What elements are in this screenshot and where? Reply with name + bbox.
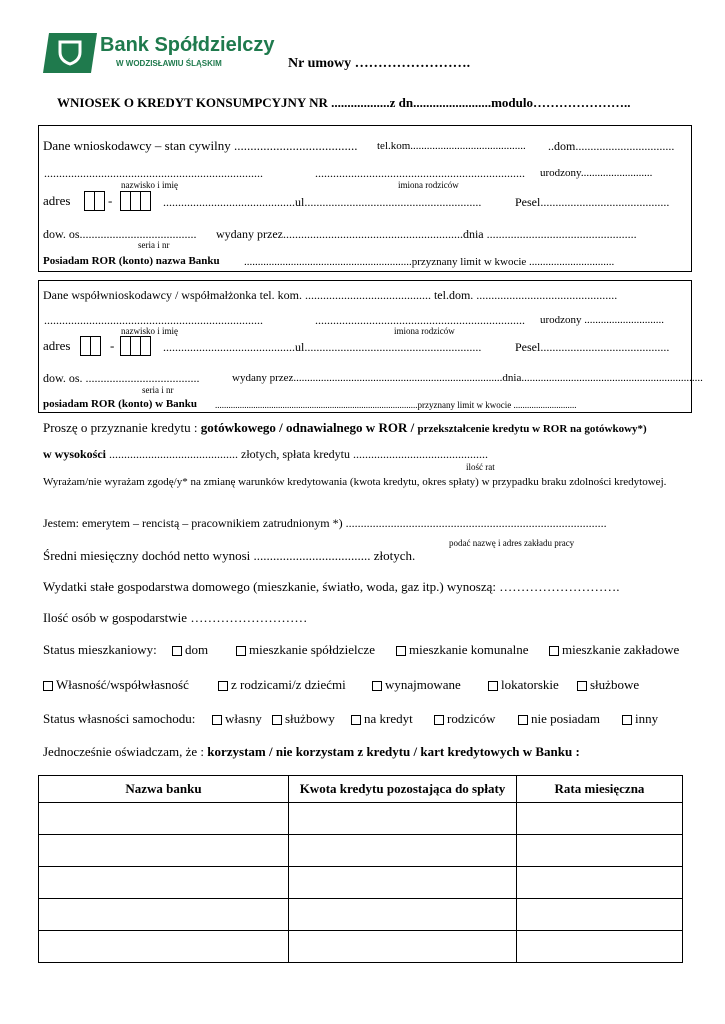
table-row: [39, 867, 683, 899]
car-option-parents[interactable]: rodziców: [434, 711, 495, 727]
applicant-parents-hint: imiona rodziców: [398, 180, 459, 190]
checkbox-icon[interactable]: [434, 715, 444, 725]
car-option-none[interactable]: nie posiadam: [518, 711, 600, 727]
applicant-mobile-phone[interactable]: tel.kom..........................................: [377, 140, 526, 152]
checkbox-icon[interactable]: [236, 646, 246, 656]
applicant-seria-hint: seria i nr: [138, 240, 170, 250]
employment-status[interactable]: Jestem: emerytem – rencistą – pracownikiem zatrudnionym *) .......................................................................................: [43, 516, 607, 530]
coapplicant-name-hint: nazwisko i imię: [121, 326, 178, 336]
table-cell[interactable]: [289, 867, 517, 899]
table-cell[interactable]: [39, 835, 289, 867]
car-option-company[interactable]: służbowy: [272, 711, 335, 727]
coapplicant-parents-hint: imiona rodziców: [394, 326, 455, 336]
coapplicant-full-name[interactable]: .........................................................................: [44, 313, 263, 327]
table-cell[interactable]: [39, 867, 289, 899]
household-size[interactable]: Ilość osób w gospodarstwie ………………………: [43, 610, 308, 625]
applicant-parents-names[interactable]: ......................................................................: [315, 166, 525, 180]
bank-name: Bank Spółdzielczy: [100, 34, 275, 56]
applicant-full-name[interactable]: .........................................................................: [44, 166, 263, 180]
table-cell[interactable]: [517, 803, 683, 835]
table-row: [39, 835, 683, 867]
coapplicant-id-number[interactable]: dow. os. ......................................: [43, 371, 200, 385]
table-cell[interactable]: [289, 835, 517, 867]
table-cell[interactable]: [289, 931, 517, 963]
table-cell[interactable]: [517, 867, 683, 899]
table-cell[interactable]: [517, 835, 683, 867]
table-cell[interactable]: [517, 899, 683, 931]
credit-types[interactable]: gotówkowego / odnawialnego w ROR /: [200, 420, 418, 435]
credit-declaration[interactable]: [43, 744, 580, 760]
checkbox-icon[interactable]: [212, 715, 222, 725]
credit-type-request[interactable]: [43, 420, 647, 436]
applicant-marital-status[interactable]: Dane wnioskodawcy – stan cywilny ......................................: [43, 138, 358, 153]
credit-amount-label: w wysokości: [43, 447, 107, 461]
applicant-postcode-part2[interactable]: [120, 191, 150, 211]
column-header-remaining: Kwota kredytu pozostająca do spłaty: [289, 776, 517, 803]
coapplicant-phones[interactable]: Dane współwnioskodawcy / współmałżonka tel. kom. .......................................... tel.dom. ...............................................: [43, 288, 618, 302]
table-cell[interactable]: [39, 899, 289, 931]
applicant-address-label: adres: [43, 193, 71, 208]
table-cell[interactable]: [39, 931, 289, 963]
table-row: [39, 931, 683, 963]
declaration-prefix: Jednocześnie oświadczam, że :: [43, 744, 208, 759]
checkbox-icon[interactable]: [372, 681, 382, 691]
applicant-pesel[interactable]: Pesel...........................................: [515, 195, 670, 209]
column-header-installment: Rata miesięczna: [517, 776, 683, 803]
checkbox-icon[interactable]: [396, 646, 406, 656]
applicant-id-issuer-date[interactable]: wydany przez............................................................dnia ..................................................: [216, 227, 637, 241]
coapplicant-street[interactable]: ............................................ul...........................................................: [163, 340, 482, 354]
consent-statement[interactable]: Wyrażam/nie wyrażam zgodę/y* na zmianę warunków kredytowania (kwota kredytu, okres spłaty) w przypadku braku zdolności kredytowej.: [43, 476, 667, 488]
housing-option-company[interactable]: mieszkanie zakładowe: [549, 642, 679, 658]
coapplicant-postcode-dash: -: [110, 338, 115, 353]
coapplicant-parents-names[interactable]: ......................................................................: [315, 313, 525, 327]
checkbox-icon[interactable]: [351, 715, 361, 725]
table-cell[interactable]: [289, 899, 517, 931]
declaration-choice[interactable]: korzystam / nie korzystam z kredytu / kart kredytowych w Banku :: [207, 744, 580, 759]
household-expenses[interactable]: Wydatki stałe gospodarstwa domowego (mieszkanie, światło, woda, gaz itp.) wynoszą: ……………………….: [43, 579, 620, 594]
ownership-option-rented[interactable]: wynajmowane: [372, 677, 461, 693]
column-header-bank: Nazwa banku: [39, 776, 289, 803]
table-cell[interactable]: [517, 931, 683, 963]
checkbox-icon[interactable]: [272, 715, 282, 725]
monthly-income[interactable]: Średni miesięczny dochód netto wynosi .................................... złotych.: [43, 548, 416, 563]
applicant-name-hint: nazwisko i imię: [121, 180, 178, 190]
applicant-postcode-part1[interactable]: [84, 191, 104, 211]
car-status-label: Status własności samochodu:: [43, 711, 196, 726]
coapplicant-address-label: adres: [43, 338, 71, 353]
housing-option-dom[interactable]: dom: [172, 642, 208, 658]
coapplicant-seria-hint: seria i nr: [142, 385, 174, 395]
checkbox-icon[interactable]: [549, 646, 559, 656]
applicant-id-number[interactable]: dow. os.......................................: [43, 227, 197, 241]
coapplicant-ror-bank[interactable]: ..........................................................................................przyznany limit w kwocie ............................: [215, 400, 577, 410]
table-row: [39, 803, 683, 835]
installments-hint: ilość rat: [466, 462, 495, 472]
checkbox-icon[interactable]: [43, 681, 53, 691]
form-title[interactable]: WNIOSEK O KREDYT KONSUMPCYJNY NR ..................z dn........................modulo…………………..: [57, 95, 631, 110]
applicant-ror-label: Posiadam ROR (konto) nazwa Banku: [43, 255, 220, 267]
bank-location: W WODZISŁAWIU ŚLĄSKIM: [116, 59, 222, 68]
employer-hint: podać nazwę i adres zakładu pracy: [449, 538, 575, 548]
checkbox-icon[interactable]: [622, 715, 632, 725]
applicant-ror-bank[interactable]: .............................................................przyznany limit w kwocie ...............................: [244, 256, 615, 268]
coapplicant-birth-date[interactable]: urodzony .............................: [540, 314, 665, 326]
table-cell[interactable]: [39, 803, 289, 835]
housing-status-label: Status mieszkaniowy:: [43, 642, 157, 657]
checkbox-icon[interactable]: [218, 681, 228, 691]
applicant-home-phone[interactable]: ..dom.................................: [548, 139, 675, 153]
credit-amount[interactable]: [43, 447, 488, 462]
checkbox-icon[interactable]: [172, 646, 182, 656]
coapplicant-postcode-part2[interactable]: [120, 336, 150, 356]
existing-loans-table: [38, 775, 683, 963]
coapplicant-id-issuer-date[interactable]: wydany przez............................................................................dnia..................................................................: [232, 372, 703, 384]
checkbox-icon[interactable]: [577, 681, 587, 691]
checkbox-icon[interactable]: [488, 681, 498, 691]
applicant-postcode-dash: -: [108, 193, 113, 208]
applicant-street[interactable]: ............................................ul...........................................................: [163, 195, 482, 209]
checkbox-icon[interactable]: [518, 715, 528, 725]
car-option-own[interactable]: własny: [212, 711, 262, 727]
table-header-row: [39, 776, 683, 803]
coapplicant-pesel[interactable]: Pesel...........................................: [515, 340, 670, 354]
housing-option-cooperative[interactable]: mieszkanie spółdzielcze: [236, 642, 375, 658]
ownership-option-service[interactable]: służbowe: [577, 677, 639, 693]
applicant-birth-date[interactable]: urodzony..........................: [540, 167, 653, 179]
credit-conversion[interactable]: przekształcenie kredytu w ROR na gotówkowy*): [417, 423, 647, 435]
coapplicant-ror-label: posiadam ROR (konto) w Banku: [43, 398, 198, 410]
table-cell[interactable]: [289, 803, 517, 835]
bank-logo: [43, 33, 97, 78]
coapplicant-postcode-part1[interactable]: [80, 336, 100, 356]
ownership-option-family[interactable]: z rodzicami/z dziećmi: [218, 677, 346, 693]
credit-amount-value[interactable]: ........................................... złotych, spłata kredytu .............................................: [106, 447, 488, 461]
car-option-other[interactable]: inny: [622, 711, 658, 727]
contract-number[interactable]: Nr umowy …………………….: [288, 56, 471, 71]
ownership-option-own[interactable]: Własność/współwłasność: [43, 677, 189, 693]
housing-option-communal[interactable]: mieszkanie komunalne: [396, 642, 529, 658]
credit-request-prefix: Proszę o przyznanie kredytu :: [43, 420, 201, 435]
table-row: [39, 899, 683, 931]
bank-logo-icon: [43, 33, 97, 73]
car-option-credit[interactable]: na kredyt: [351, 711, 413, 727]
ownership-option-tenant[interactable]: lokatorskie: [488, 677, 559, 693]
